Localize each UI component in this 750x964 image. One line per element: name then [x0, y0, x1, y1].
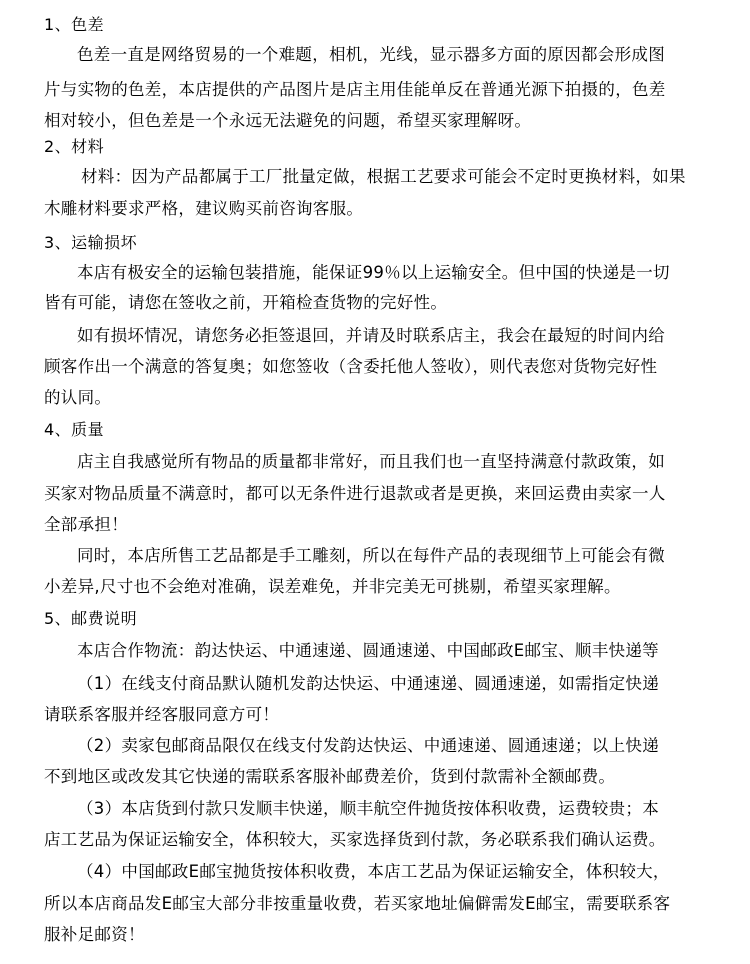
paragraph-line: 如有损坏情况，请您务必拒签退回，并请及时联系店主，我会在最短的时间内给: [77, 326, 665, 345]
paragraph-line: 色差一直是网络贸易的一个难题，相机，光线，显示器多方面的原因都会形成图: [77, 45, 665, 64]
paragraph-line: 材料：因为产品都属于工厂批量定做，根据工艺要求可能会不定时更换材料，如果: [81, 167, 686, 186]
section-heading: 5、邮费说明: [44, 609, 138, 628]
paragraph-line: （2）卖家包邮商品限仅在线支付发韵达快运、中通速递、圆通速递；以上快递: [77, 736, 659, 755]
section-heading: 3、运输损坏: [44, 233, 138, 252]
paragraph-line: 全部承担！: [44, 515, 128, 534]
paragraph-line: 相对较小，但色差是一个永远无法避免的问题，希望买家理解呀。: [44, 111, 532, 130]
paragraph-line: 本店合作物流：韵达快运、中通速递、圆通速递、中国邮政E邮宝、顺丰快递等: [77, 641, 659, 660]
paragraph-line: 本店有极安全的运输包装措施，能保证99％以上运输安全。但中国的快递是一切: [77, 263, 670, 282]
paragraph-line: 不到地区或改发其它快递的需联系客服补邮费差价，货到付款需补全额邮费。: [44, 767, 616, 786]
paragraph-line: （4）中国邮政E邮宝抛货按体积收费，本店工艺品为保证运输安全，体积较大，: [77, 862, 670, 881]
paragraph-line: 买家对物品质量不满意时，都可以无条件进行退款或者是更换，来回运费由卖家一人: [44, 484, 666, 503]
paragraph-line: 皆有可能，请您在签收之前，开箱检查货物的完好性。: [44, 293, 448, 312]
paragraph-line: 所以本店商品发E邮宝大部分非按重量收费，若买家地址偏僻需发E邮宝，需要联系客: [44, 894, 671, 913]
paragraph-line: 店主自我感觉所有物品的质量都非常好，而且我们也一直坚持满意付款政策，如: [77, 452, 665, 471]
paragraph-line: 木雕材料要求严格，建议购买前咨询客服。: [44, 199, 364, 218]
paragraph-line: 的认同。: [44, 388, 112, 407]
paragraph-line: 顾客作出一个满意的答复奥；如您签收（含委托他人签收），则代表您对货物完好性: [44, 357, 658, 376]
paragraph-line: 同时，本店所售工艺品都是手工雕刻，所以在每件产品的表现细节上可能会有微: [77, 546, 665, 565]
paragraph-line: 店工艺品为保证运输安全，体积较大，买家选择货到付款，务必联系我们确认运费。: [44, 830, 666, 849]
paragraph-line: 服补足邮资！: [44, 925, 145, 944]
section-heading: 2、材料: [44, 137, 105, 156]
paragraph-line: 小差异,尺寸也不会绝对准确，误差难免，并非完美无可挑剔，希望买家理解。: [44, 577, 621, 596]
section-heading: 4、质量: [44, 420, 105, 439]
paragraph-line: （3）本店货到付款只发顺丰快递，顺丰航空件抛货按体积收费，运费较贵；本: [77, 799, 659, 818]
paragraph-line: （1）在线支付商品默认随机发韵达快运、中通速递、圆通速递，如需指定快递: [77, 674, 659, 693]
paragraph-line: 请联系客服并经客服同意方可！: [44, 705, 280, 724]
paragraph-line: 片与实物的色差，本店提供的产品图片是店主用佳能单反在普通光源下拍摄的，色差: [44, 80, 666, 99]
section-heading: 1、色差: [44, 15, 105, 34]
